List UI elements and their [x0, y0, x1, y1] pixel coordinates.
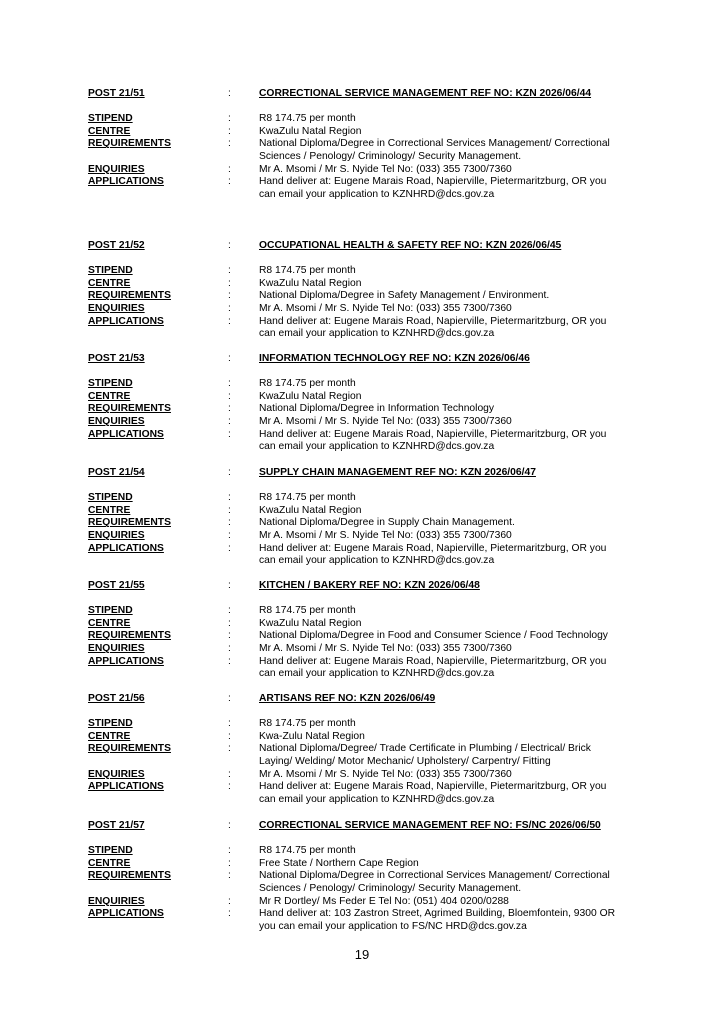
applications-row-value: Hand deliver at: 103 Zastron Street, Agrimed Building, Bloemfontein, 9300 OR [259, 908, 616, 920]
requirements-row-value: Sciences / Penology/ Criminology/ Security Management. [259, 150, 522, 162]
requirements-row [0, 756, 724, 769]
post-block [0, 467, 724, 568]
stipend-row-value: R8 174.75 per month [259, 605, 356, 617]
requirements-row-label: REQUIREMENTS [88, 630, 171, 642]
centre-row-label: CENTRE [88, 730, 131, 742]
centre-row [0, 731, 724, 744]
stipend-row [0, 113, 724, 126]
requirements-row-value: Laying/ Welding/ Motor Mechanic/ Upholstery/ Carpentry/ Fitting [259, 755, 551, 767]
post-heading-value: ARTISANS REF NO: KZN 2026/06/49 [259, 693, 436, 704]
applications-row [0, 176, 724, 189]
stipend-row-label: STIPEND [88, 605, 133, 617]
colon-separator: : [228, 845, 231, 857]
applications-row [0, 921, 724, 934]
applications-row-value: Hand deliver at: Eugene Marais Road, Napierville, Pietermaritzburg, OR you [259, 428, 607, 440]
colon-separator: : [228, 290, 231, 302]
enquiries-row [0, 416, 724, 429]
requirements-row-value: National Diploma/Degree in Correctional Services Management/ Correctional [259, 870, 610, 882]
applications-row-label: APPLICATIONS [88, 315, 164, 327]
post-block [0, 353, 724, 454]
requirements-row-label: REQUIREMENTS [88, 290, 171, 302]
page-number: 19 [354, 947, 370, 962]
stipend-row-value: R8 174.75 per month [259, 113, 356, 125]
applications-row [0, 656, 724, 669]
colon-separator: : [228, 302, 231, 314]
colon-separator: : [228, 605, 231, 617]
enquiries-row-label: ENQUIRIES [88, 642, 145, 654]
applications-row [0, 543, 724, 556]
post-heading-value: CORRECTIONAL SERVICE MANAGEMENT REF NO: KZN 2026/06/44 [259, 88, 592, 99]
requirements-row-label: REQUIREMENTS [88, 138, 171, 150]
applications-row-value: can email your application to KZNHRD@dcs.gov.za [259, 668, 495, 680]
stipend-row-value: R8 174.75 per month [259, 378, 356, 390]
post-heading [0, 580, 724, 593]
colon-separator: : [228, 642, 231, 654]
requirements-row-value: National Diploma/Degree/ Trade Certificate in Plumbing / Electrical/ Brick [259, 743, 591, 755]
spacer [0, 833, 724, 846]
enquiries-row [0, 164, 724, 177]
centre-row-value: KwaZulu Natal Region [259, 504, 362, 516]
colon-separator: : [228, 240, 231, 251]
post-block [0, 240, 724, 341]
post-block [0, 693, 724, 806]
enquiries-row-label: ENQUIRIES [88, 895, 145, 907]
colon-separator: : [228, 265, 231, 277]
requirements-row-value: National Diploma/Degree in Food and Consumer Science / Food Technology [259, 630, 608, 642]
centre-row-value: KwaZulu Natal Region [259, 390, 362, 402]
centre-row-label: CENTRE [88, 390, 131, 402]
applications-row [0, 189, 724, 202]
stipend-row [0, 265, 724, 278]
colon-separator: : [228, 768, 231, 780]
stipend-row-value: R8 174.75 per month [259, 845, 356, 857]
enquiries-row [0, 530, 724, 543]
colon-separator: : [228, 138, 231, 150]
stipend-row-value: R8 174.75 per month [259, 265, 356, 277]
spacer [0, 101, 724, 114]
applications-row-label: APPLICATIONS [88, 176, 164, 188]
centre-row [0, 618, 724, 631]
stipend-row-label: STIPEND [88, 265, 133, 277]
applications-row-label: APPLICATIONS [88, 428, 164, 440]
colon-separator: : [228, 693, 231, 704]
requirements-row [0, 743, 724, 756]
post-heading [0, 467, 724, 480]
stipend-row [0, 492, 724, 505]
applications-row-value: Hand deliver at: Eugene Marais Road, Napierville, Pietermaritzburg, OR you [259, 781, 607, 793]
centre-row-value: KwaZulu Natal Region [259, 277, 362, 289]
post-heading-label: POST 21/54 [88, 467, 145, 478]
post-heading-label: POST 21/57 [88, 820, 145, 831]
spacer [0, 706, 724, 719]
colon-separator: : [228, 277, 231, 289]
post-heading-label: POST 21/51 [88, 88, 145, 99]
post-heading [0, 240, 724, 253]
post-heading [0, 88, 724, 101]
post-heading-value: OCCUPATIONAL HEALTH & SAFETY REF NO: KZN 2026/06/45 [259, 240, 562, 251]
requirements-row [0, 138, 724, 151]
enquiries-row-label: ENQUIRIES [88, 768, 145, 780]
post-heading-label: POST 21/56 [88, 693, 145, 704]
enquiries-row-value: Mr A. Msomi / Mr S. Nyide Tel No: (033) 355 7300/7360 [259, 415, 512, 427]
centre-row-label: CENTRE [88, 277, 131, 289]
colon-separator: : [228, 163, 231, 175]
colon-separator: : [228, 820, 231, 831]
stipend-row [0, 605, 724, 618]
applications-row [0, 316, 724, 329]
colon-separator: : [228, 718, 231, 730]
colon-separator: : [228, 176, 231, 188]
requirements-row-label: REQUIREMENTS [88, 403, 171, 415]
post-heading-value: KITCHEN / BAKERY REF NO: KZN 2026/06/48 [259, 580, 480, 591]
requirements-row-value: National Diploma/Degree in Supply Chain Management. [259, 517, 515, 529]
colon-separator: : [228, 467, 231, 478]
colon-separator: : [228, 415, 231, 427]
enquiries-row [0, 769, 724, 782]
post-block [0, 580, 724, 681]
post-heading [0, 353, 724, 366]
requirements-row-value: Sciences / Penology/ Criminology/ Security Management. [259, 882, 522, 894]
applications-row [0, 668, 724, 681]
requirements-row [0, 290, 724, 303]
applications-row-label: APPLICATIONS [88, 908, 164, 920]
post-heading-label: POST 21/53 [88, 353, 145, 364]
enquiries-row-value: Mr A. Msomi / Mr S. Nyide Tel No: (033) 355 7300/7360 [259, 529, 512, 541]
enquiries-row-label: ENQUIRIES [88, 415, 145, 427]
applications-row [0, 429, 724, 442]
centre-row-value: Free State / Northern Cape Region [259, 857, 419, 869]
colon-separator: : [228, 908, 231, 920]
applications-row-value: Hand deliver at: Eugene Marais Road, Napierville, Pietermaritzburg, OR you [259, 315, 607, 327]
colon-separator: : [228, 529, 231, 541]
colon-separator: : [228, 730, 231, 742]
colon-separator: : [228, 125, 231, 137]
post-heading-value: INFORMATION TECHNOLOGY REF NO: KZN 2026/06/46 [259, 353, 530, 364]
colon-separator: : [228, 517, 231, 529]
colon-separator: : [228, 353, 231, 364]
centre-row [0, 505, 724, 518]
stipend-row-label: STIPEND [88, 492, 133, 504]
stipend-row-label: STIPEND [88, 718, 133, 730]
requirements-row-value: National Diploma/Degree in Information Technology [259, 403, 495, 415]
stipend-row [0, 718, 724, 731]
centre-row-label: CENTRE [88, 857, 131, 869]
applications-row [0, 555, 724, 568]
requirements-row-value: National Diploma/Degree in Safety Management / Environment. [259, 290, 550, 302]
applications-row-value: Hand deliver at: Eugene Marais Road, Napierville, Pietermaritzburg, OR you [259, 655, 607, 667]
applications-row-value: can email your application to KZNHRD@dcs.gov.za [259, 555, 495, 567]
stipend-row-label: STIPEND [88, 378, 133, 390]
colon-separator: : [228, 655, 231, 667]
requirements-row-label: REQUIREMENTS [88, 743, 171, 755]
enquiries-row-value: Mr A. Msomi / Mr S. Nyide Tel No: (033) 355 7300/7360 [259, 642, 512, 654]
requirements-row [0, 630, 724, 643]
spacer [0, 253, 724, 266]
stipend-row-value: R8 174.75 per month [259, 492, 356, 504]
post-block [0, 88, 724, 201]
enquiries-row-value: Mr A. Msomi / Mr S. Nyide Tel No: (033) 355 7300/7360 [259, 302, 512, 314]
enquiries-row-label: ENQUIRIES [88, 163, 145, 175]
post-heading-label: POST 21/55 [88, 580, 145, 591]
applications-row-value: can email your application to KZNHRD@dcs.gov.za [259, 441, 495, 453]
colon-separator: : [228, 781, 231, 793]
requirements-row [0, 883, 724, 896]
colon-separator: : [228, 378, 231, 390]
centre-row-label: CENTRE [88, 504, 131, 516]
applications-row-value: Hand deliver at: Eugene Marais Road, Napierville, Pietermaritzburg, OR you [259, 542, 607, 554]
enquiries-row-value: Mr A. Msomi / Mr S. Nyide Tel No: (033) 355 7300/7360 [259, 768, 512, 780]
colon-separator: : [228, 630, 231, 642]
stipend-row-value: R8 174.75 per month [259, 718, 356, 730]
centre-row [0, 858, 724, 871]
centre-row-value: KwaZulu Natal Region [259, 125, 362, 137]
applications-row-value: you can email your application to FS/NC HRD@dcs.gov.za [259, 920, 527, 932]
applications-row-label: APPLICATIONS [88, 655, 164, 667]
enquiries-row-label: ENQUIRIES [88, 302, 145, 314]
stipend-row [0, 845, 724, 858]
colon-separator: : [228, 492, 231, 504]
stipend-row-label: STIPEND [88, 113, 133, 125]
post-heading-value: CORRECTIONAL SERVICE MANAGEMENT REF NO: FS/NC 2026/06/50 [259, 820, 601, 831]
spacer [0, 366, 724, 379]
colon-separator: : [228, 504, 231, 516]
requirements-row [0, 151, 724, 164]
centre-row-value: KwaZulu Natal Region [259, 617, 362, 629]
colon-separator: : [228, 390, 231, 402]
centre-row-label: CENTRE [88, 125, 131, 137]
applications-row-value: can email your application to KZNHRD@dcs.gov.za [259, 328, 495, 340]
colon-separator: : [228, 403, 231, 415]
post-heading-value: SUPPLY CHAIN MANAGEMENT REF NO: KZN 2026/06/47 [259, 467, 536, 478]
colon-separator: : [228, 617, 231, 629]
applications-row-value: can email your application to KZNHRD@dcs.gov.za [259, 793, 495, 805]
applications-row [0, 441, 724, 454]
requirements-row [0, 870, 724, 883]
spacer [0, 593, 724, 606]
colon-separator: : [228, 88, 231, 99]
applications-row [0, 908, 724, 921]
post-heading [0, 693, 724, 706]
colon-separator: : [228, 113, 231, 125]
centre-row-value: Kwa-Zulu Natal Region [259, 730, 365, 742]
centre-row-label: CENTRE [88, 617, 131, 629]
enquiries-row [0, 303, 724, 316]
applications-row [0, 328, 724, 341]
requirements-row [0, 517, 724, 530]
centre-row [0, 391, 724, 404]
centre-row [0, 126, 724, 139]
enquiries-row [0, 896, 724, 909]
colon-separator: : [228, 428, 231, 440]
colon-separator: : [228, 542, 231, 554]
stipend-row-label: STIPEND [88, 845, 133, 857]
colon-separator: : [228, 743, 231, 755]
requirements-row-label: REQUIREMENTS [88, 517, 171, 529]
spacer [0, 480, 724, 493]
post-heading-label: POST 21/52 [88, 240, 145, 251]
colon-separator: : [228, 580, 231, 591]
colon-separator: : [228, 315, 231, 327]
colon-separator: : [228, 895, 231, 907]
requirements-row [0, 403, 724, 416]
stipend-row [0, 378, 724, 391]
post-block [0, 820, 724, 933]
applications-row-value: can email your application to KZNHRD@dcs.gov.za [259, 188, 495, 200]
applications-row [0, 781, 724, 794]
requirements-row-value: National Diploma/Degree in Correctional Services Management/ Correctional [259, 138, 610, 150]
enquiries-row [0, 643, 724, 656]
enquiries-row-label: ENQUIRIES [88, 529, 145, 541]
applications-row-value: Hand deliver at: Eugene Marais Road, Napierville, Pietermaritzburg, OR you [259, 176, 607, 188]
applications-row-label: APPLICATIONS [88, 781, 164, 793]
enquiries-row-value: Mr R Dortley/ Ms Feder E Tel No: (051) 404 0200/0288 [259, 895, 509, 907]
requirements-row-label: REQUIREMENTS [88, 870, 171, 882]
applications-row-label: APPLICATIONS [88, 542, 164, 554]
post-heading [0, 820, 724, 833]
colon-separator: : [228, 857, 231, 869]
centre-row [0, 278, 724, 291]
applications-row [0, 794, 724, 807]
colon-separator: : [228, 870, 231, 882]
enquiries-row-value: Mr A. Msomi / Mr S. Nyide Tel No: (033) 355 7300/7360 [259, 163, 512, 175]
